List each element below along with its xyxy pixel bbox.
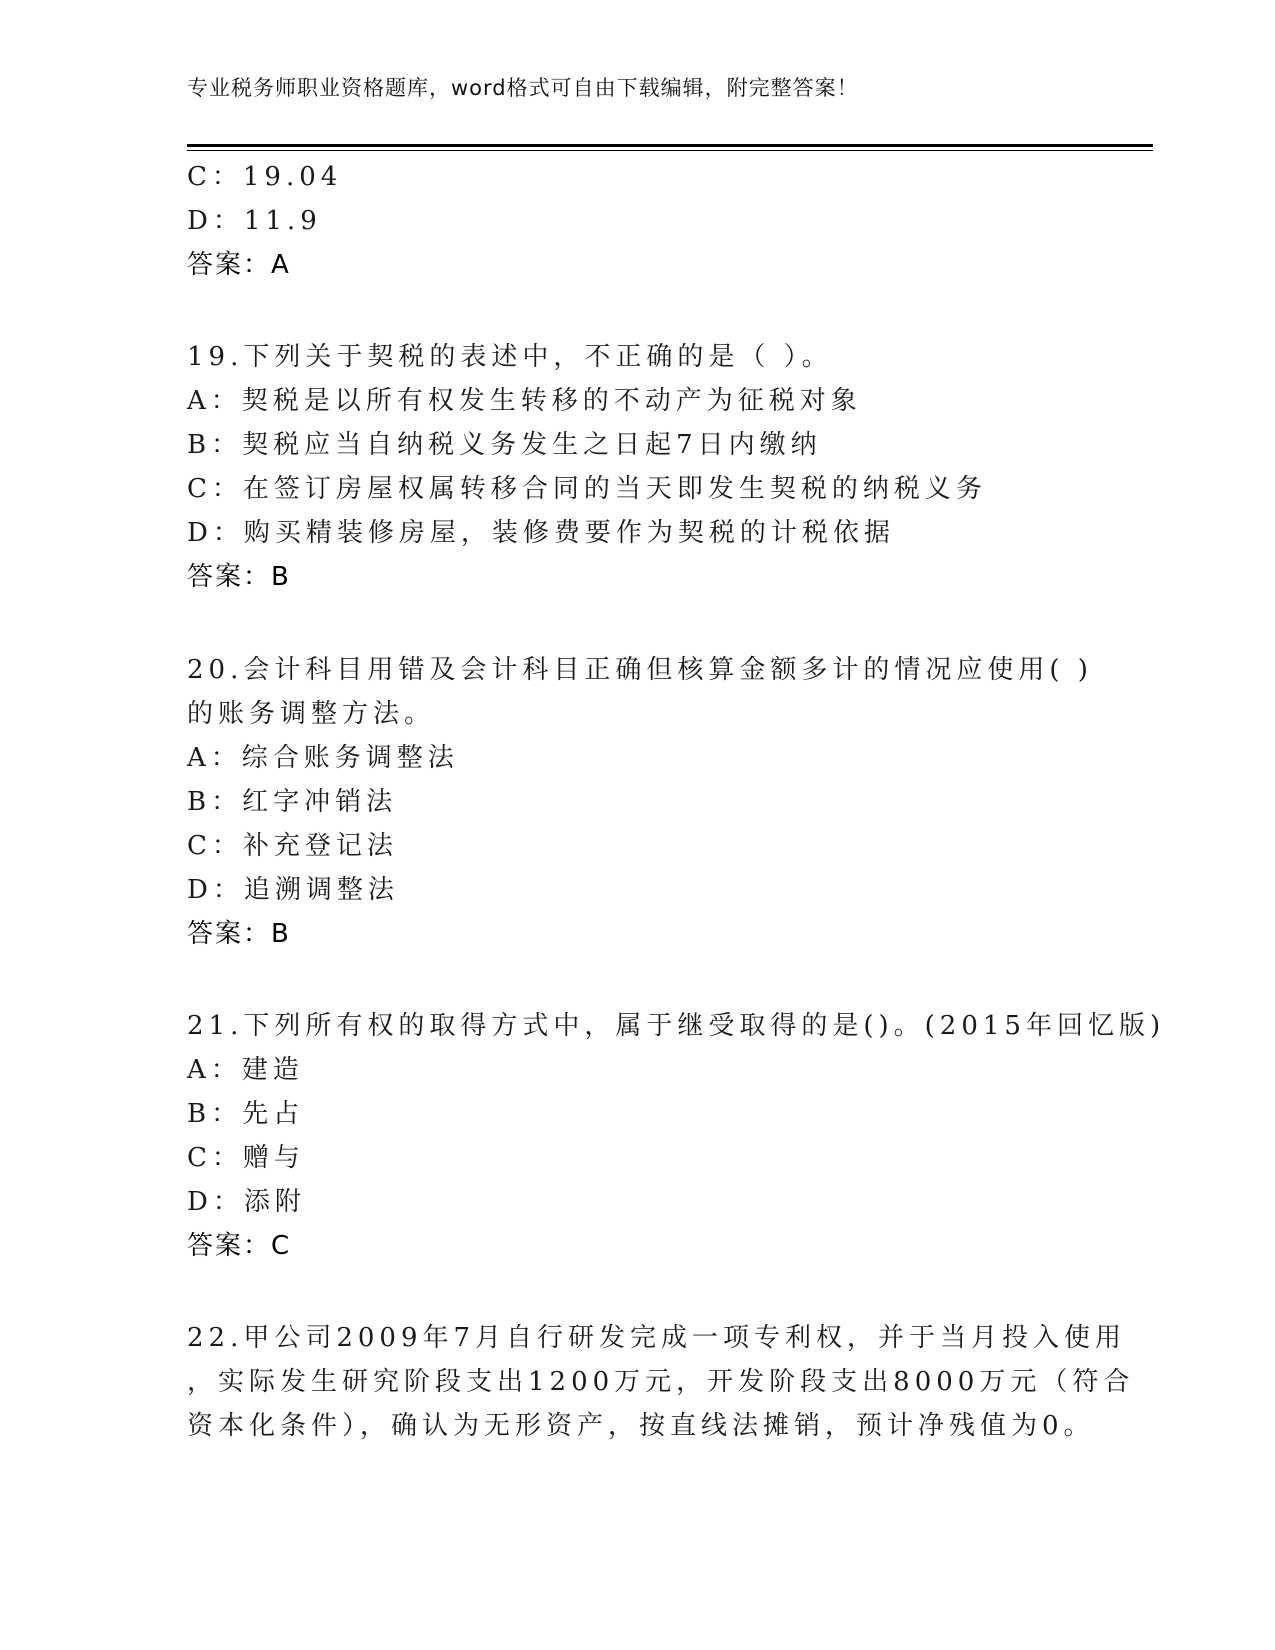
q21-option-a: A：建造 bbox=[187, 1055, 304, 1085]
q18-answer: 答案：A bbox=[187, 250, 291, 280]
page-header: 专业税务师职业资格题库，word格式可自由下载编辑，附完整答案！ bbox=[187, 76, 859, 100]
q21-option-d: D：添附 bbox=[187, 1187, 306, 1217]
q20-option-b: B：红字冲销法 bbox=[187, 787, 398, 817]
q19-answer: 答案：B bbox=[187, 562, 291, 592]
q20-stem-line2: 的账务调整方法。 bbox=[187, 699, 436, 729]
q20-answer: 答案：B bbox=[187, 919, 291, 949]
q21-option-c: C：赠与 bbox=[187, 1143, 305, 1173]
q19-option-c: C：在签订房屋权属转移合同的当天即发生契税的纳税义务 bbox=[187, 474, 987, 504]
q21-option-b: B：先占 bbox=[187, 1099, 305, 1129]
q20-option-d: D：追溯调整法 bbox=[187, 875, 399, 905]
header-rule-thin bbox=[187, 150, 1153, 151]
q22-stem-line3: 资本化条件），确认为无形资产，按直线法摊销，预计净残值为0。 bbox=[187, 1411, 1095, 1441]
q18-option-c: C：19.04 bbox=[187, 162, 343, 192]
q21-stem: 21.下列所有权的取得方式中，属于继受取得的是()。(2015年回忆版) bbox=[187, 1011, 1166, 1041]
q20-option-a: A：综合账务调整法 bbox=[187, 743, 459, 773]
q20-option-c: C：补充登记法 bbox=[187, 831, 398, 861]
q19-option-d: D：购买精装修房屋，装修费要作为契税的计税依据 bbox=[187, 518, 895, 548]
q19-option-b: B：契税应当自纳税义务发生之日起7日内缴纳 bbox=[187, 430, 822, 460]
header-rule-thick bbox=[187, 144, 1153, 147]
q21-answer: 答案：C bbox=[187, 1231, 292, 1261]
q19-option-a: A：契税是以所有权发生转移的不动产为征税对象 bbox=[187, 386, 862, 416]
q19-stem: 19.下列关于契税的表述中，不正确的是（ ）。 bbox=[187, 342, 833, 372]
q20-stem-line1: 20.会计科目用错及会计科目正确但核算金额多计的情况应使用( ) bbox=[187, 655, 1093, 685]
q22-stem-line1: 22.甲公司2009年7月自行研发完成一项专利权，并于当月投入使用 bbox=[187, 1323, 1127, 1353]
q18-option-d: D：11.9 bbox=[187, 206, 322, 236]
q22-stem-line2: ，实际发生研究阶段支出1200万元，开发阶段支出8000万元（符合 bbox=[187, 1367, 1135, 1397]
